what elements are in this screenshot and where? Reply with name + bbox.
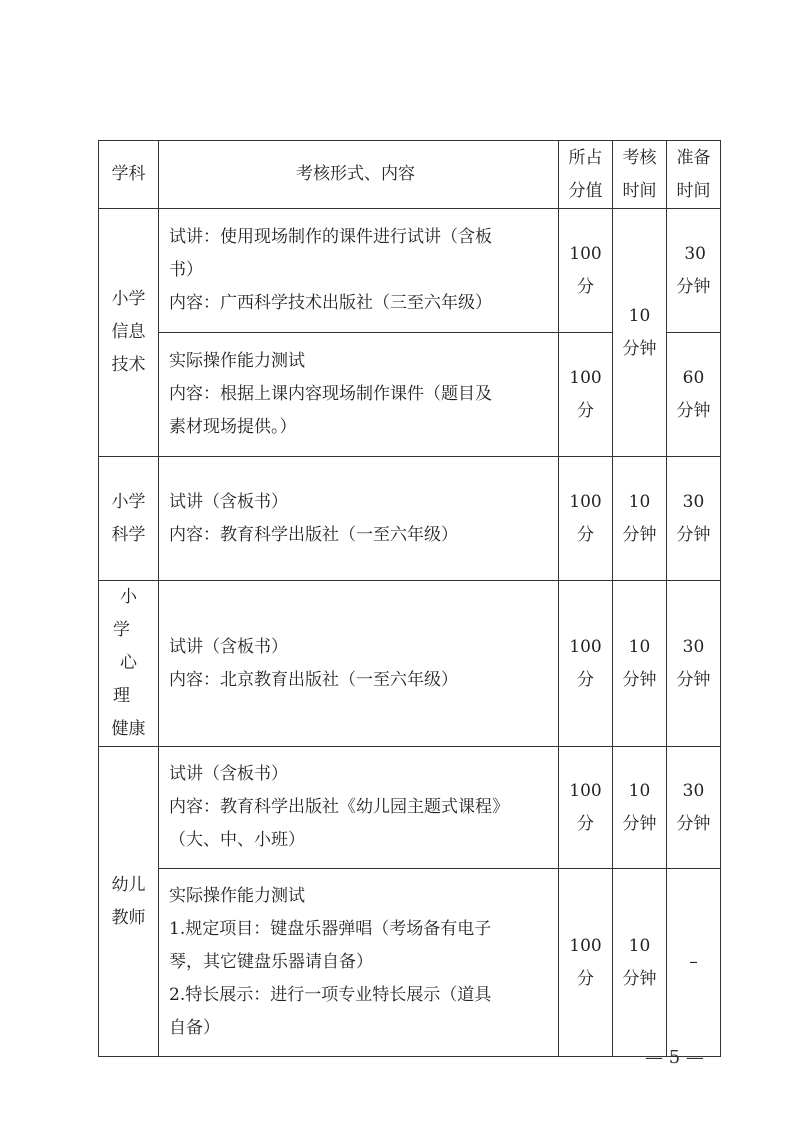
header-score: 所占 分值 — [559, 141, 613, 209]
content-cell: 试讲：使用现场制作的课件进行试讲（含板 书） 内容：广西科学技术出版社（三至六年级） — [159, 209, 559, 333]
prep-cell: 30 分钟 — [667, 581, 721, 747]
header-subject: 学科 — [99, 141, 159, 209]
header-time: 考核 时间 — [613, 141, 667, 209]
subject-cell: 小学 心理 健康 — [99, 581, 159, 747]
score-cell: 100 分 — [559, 457, 613, 581]
content-cell: 实际操作能力测试 1.规定项目：键盘乐器弹唱（考场备有电子 琴，其它键盘乐器请自备） 2.特长展示：进行一项专业特长展示（道具 自备） — [159, 869, 559, 1057]
header-content: 考核形式、内容 — [159, 141, 559, 209]
table-row — [99, 457, 721, 581]
header-prep: 准备 时间 — [667, 141, 721, 209]
prep-cell: 30 分钟 — [667, 747, 721, 869]
page-number: — 5 — — [645, 1047, 704, 1068]
prep-cell: 30 分钟 — [667, 457, 721, 581]
subject-cell: 小学 信息 技术 — [99, 209, 159, 457]
subject-cell: 小学 科学 — [99, 457, 159, 581]
time-cell: 10 分钟 — [613, 209, 667, 457]
score-cell: 100 分 — [559, 747, 613, 869]
content-cell: 实际操作能力测试 内容：根据上课内容现场制作课件（题目及 素材现场提供。） — [159, 333, 559, 457]
table-row — [99, 209, 721, 333]
prep-cell: 30 分钟 — [667, 209, 721, 333]
content-cell: 试讲（含板书） 内容：教育科学出版社（一至六年级） — [159, 457, 559, 581]
table-row — [99, 581, 721, 747]
score-cell: 100 分 — [559, 869, 613, 1057]
time-cell: 10 分钟 — [613, 747, 667, 869]
time-cell: 10 分钟 — [613, 457, 667, 581]
prep-cell: 60 分钟 — [667, 333, 721, 457]
prep-cell: – — [667, 869, 721, 1057]
score-cell: 100 分 — [559, 209, 613, 333]
score-cell: 100 分 — [559, 333, 613, 457]
score-cell: 100 分 — [559, 581, 613, 747]
subject-cell: 幼儿 教师 — [99, 747, 159, 1057]
time-cell: 10 分钟 — [613, 869, 667, 1057]
header-row — [99, 141, 721, 209]
time-cell: 10 分钟 — [613, 581, 667, 747]
table-row — [99, 869, 721, 1057]
table-row — [99, 747, 721, 869]
exam-table — [98, 140, 721, 1057]
content-cell: 试讲（含板书） 内容：教育科学出版社《幼儿园主题式课程》 （大、中、小班） — [159, 747, 559, 869]
content-cell: 试讲（含板书） 内容：北京教育出版社（一至六年级） — [159, 581, 559, 747]
